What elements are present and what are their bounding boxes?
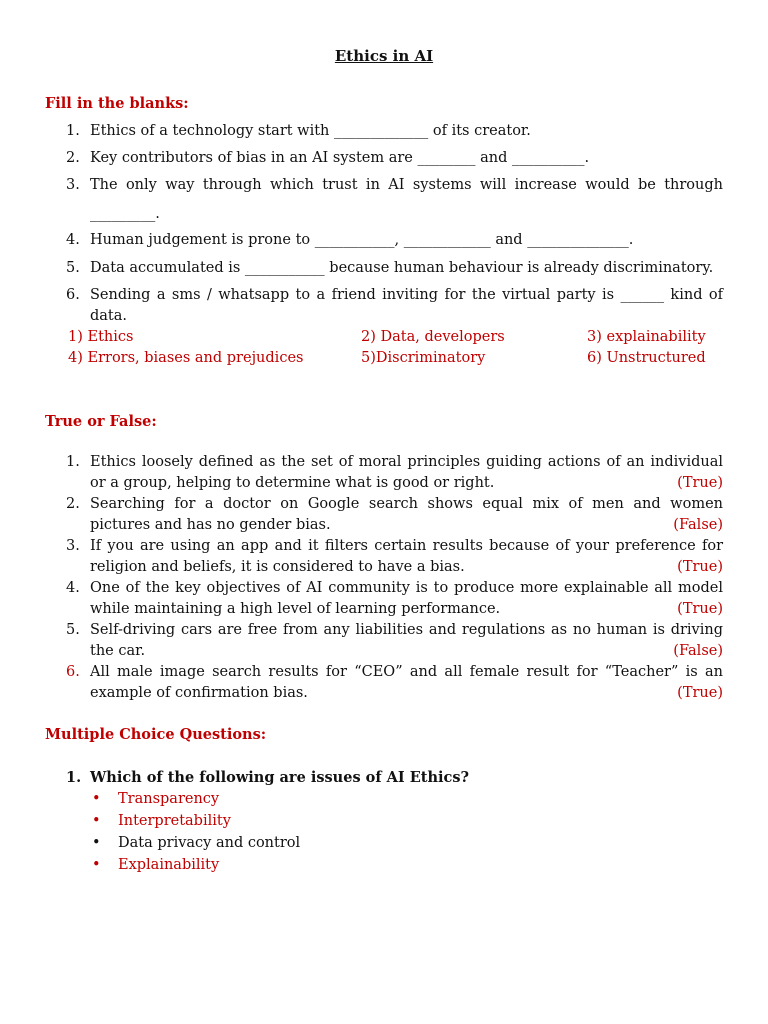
question-number: 1. bbox=[66, 769, 82, 786]
fill-blank-item-1 bbox=[66, 121, 723, 142]
fill-in-blanks-heading: Fill in the blanks: bbox=[45, 95, 189, 112]
true-false-item-5 bbox=[66, 620, 723, 662]
item-text: The only way through which trust in AI systems will increase would be through bbox=[90, 177, 723, 193]
option-label: Data privacy and control bbox=[118, 835, 301, 851]
item-text bbox=[90, 536, 723, 578]
item-text-continued: _________. bbox=[90, 206, 160, 222]
item-number: 6. bbox=[66, 664, 80, 680]
item-text bbox=[90, 662, 723, 704]
item-text: Human judgement is prone to ___________, ____________ and ______________. bbox=[90, 232, 634, 248]
answer-1: 1) Ethics bbox=[68, 329, 134, 345]
option-label: Interpretability bbox=[118, 813, 231, 829]
option-transparency bbox=[90, 788, 300, 810]
item-text bbox=[90, 494, 723, 536]
fill-blank-item-4 bbox=[66, 230, 723, 251]
true-false-item-2 bbox=[66, 494, 723, 536]
statement-text: One of the key objectives of AI community is to produce more explainable all model while maintaining a high level of learning performance. bbox=[90, 580, 723, 617]
item-number: 3. bbox=[66, 538, 80, 554]
fill-blank-item-6 bbox=[66, 285, 723, 327]
page-title: Ethics in AI bbox=[334, 47, 434, 65]
answer-4: 4) Errors, biases and prejudices bbox=[68, 350, 304, 366]
answer-badge: (True) bbox=[677, 685, 723, 701]
bullet-dot: • bbox=[92, 813, 101, 829]
statement-text: If you are using an app and it filters certain results because of your preference for religion and beliefs, it is considered to have a bias. bbox=[90, 538, 723, 575]
bullet-dot: • bbox=[92, 791, 101, 807]
option-label: Transparency bbox=[118, 791, 220, 807]
item-number: 5. bbox=[66, 260, 80, 276]
item-number: 6. bbox=[66, 287, 80, 303]
item-number: 1. bbox=[66, 454, 80, 470]
item-text: Sending a sms / whatsapp to a friend inviting for the virtual party is ______ kind of data. bbox=[90, 287, 723, 324]
item-text bbox=[90, 578, 723, 620]
answer-3: 3) explainability bbox=[587, 329, 706, 345]
item-number: 5. bbox=[66, 622, 80, 638]
item-text: Key contributors of bias in an AI system are ________ and __________. bbox=[90, 150, 590, 166]
item-number: 4. bbox=[66, 580, 80, 596]
fill-blank-answers bbox=[68, 327, 728, 369]
mcq-options bbox=[90, 788, 300, 876]
item-text: Ethics of a technology start with _____________ of its creator. bbox=[90, 123, 531, 139]
answer-badge: (False) bbox=[673, 517, 723, 533]
answer-2: 2) Data, developers bbox=[361, 329, 505, 345]
answer-5: 5)Discriminatory bbox=[361, 350, 486, 366]
answer-badge: (False) bbox=[673, 643, 723, 659]
option-interpretability bbox=[90, 810, 300, 832]
statement-text: Ethics loosely defined as the set of moral principles guiding actions of an individual or a group, helping to determine what is good or right. bbox=[90, 454, 723, 491]
answer-badge: (True) bbox=[677, 601, 723, 617]
item-number: 2. bbox=[66, 496, 80, 512]
option-label: Explainability bbox=[118, 857, 220, 873]
statement-text: Searching for a doctor on Google search shows equal mix of men and women pictures and has no gender bias. bbox=[90, 496, 723, 533]
mcq-heading: Multiple Choice Questions: bbox=[45, 726, 267, 743]
answer-badge: (True) bbox=[677, 475, 723, 491]
true-false-item-3 bbox=[66, 536, 723, 578]
question-text: Which of the following are issues of AI Ethics? bbox=[90, 769, 469, 786]
answer-row bbox=[68, 348, 728, 369]
fill-blank-item-3 bbox=[66, 175, 723, 225]
fill-blank-item-5 bbox=[66, 258, 723, 279]
statement-text: Self-driving cars are free from any liabilities and regulations as no human is driving the car. bbox=[90, 622, 723, 659]
option-explainability bbox=[90, 854, 300, 876]
true-false-item-1 bbox=[66, 452, 723, 494]
answer-row bbox=[68, 327, 728, 348]
true-false-heading: True or False: bbox=[45, 413, 157, 430]
item-number: 2. bbox=[66, 150, 80, 166]
statement-text: All male image search results for “CEO” and all female result for “Teacher” is an example of confirmation bias. bbox=[90, 664, 723, 701]
fill-blank-item-2 bbox=[66, 148, 723, 169]
mcq-question bbox=[66, 767, 469, 788]
item-text: Data accumulated is ___________ because human behaviour is already discriminatory. bbox=[90, 260, 714, 276]
answer-badge: (True) bbox=[677, 559, 723, 575]
answer-6: 6) Unstructured bbox=[587, 350, 706, 366]
item-text bbox=[90, 452, 723, 494]
item-number: 1. bbox=[66, 123, 80, 139]
item-number: 3. bbox=[66, 177, 80, 193]
bullet-dot: • bbox=[92, 835, 101, 851]
bullet-dot: • bbox=[92, 857, 101, 873]
item-text bbox=[90, 620, 723, 662]
true-false-item-6 bbox=[66, 662, 723, 704]
option-data-privacy bbox=[90, 832, 300, 854]
true-false-item-4 bbox=[66, 578, 723, 620]
item-number: 4. bbox=[66, 232, 80, 248]
